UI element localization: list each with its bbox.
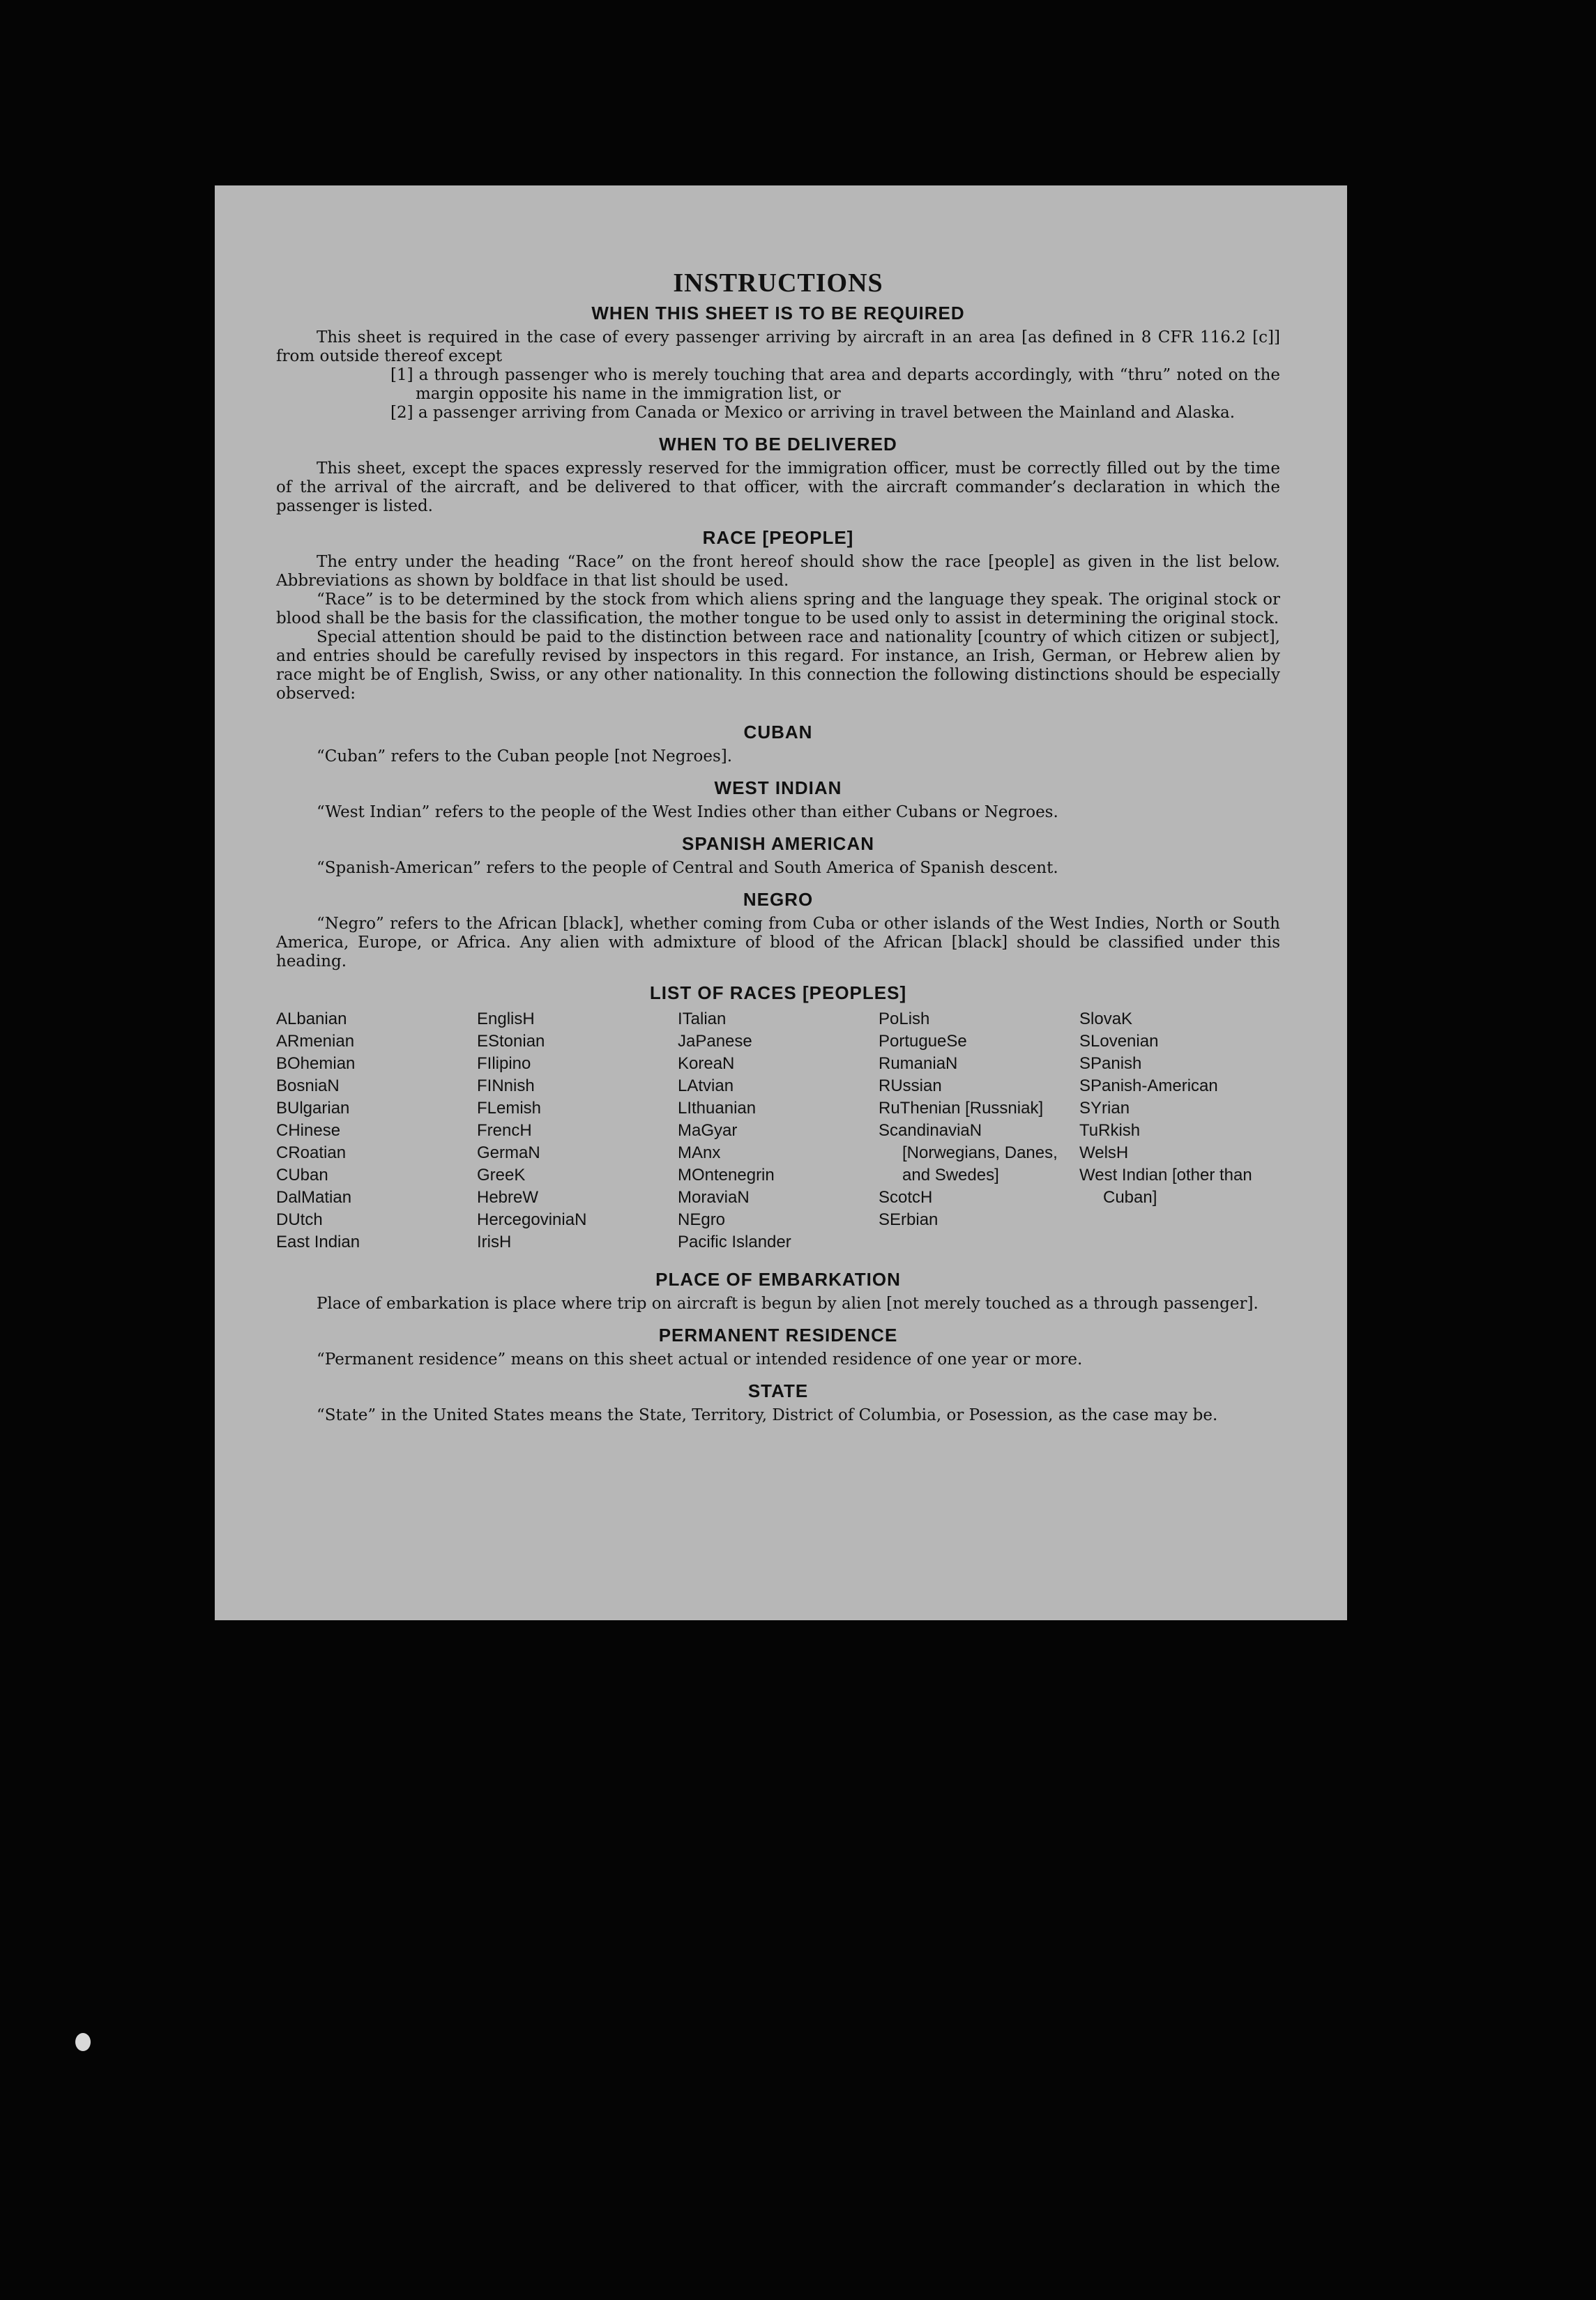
race-entry: MoraviaN xyxy=(678,1188,750,1207)
race-entry: SYrian xyxy=(1079,1099,1130,1118)
race-entry: IrisH xyxy=(477,1233,512,1251)
heading-west-indian: WEST INDIAN xyxy=(714,777,842,798)
paragraph-cuban: “Cuban” refers to the Cuban people [not Negroes]. xyxy=(317,747,733,766)
race-entry: BOhemian xyxy=(276,1054,356,1073)
paragraph-required-intro: This sheet is required in the case of every passenger arriving by aircraft in an area [as defined in 8 CFR 116.2 [c]] from outside thereof except xyxy=(276,328,1280,365)
races-column xyxy=(1079,1008,1280,1254)
heading-race: RACE [PEOPLE] xyxy=(702,527,854,548)
paragraph-delivered: This sheet, except the spaces expressly reserved for the immigration officer, must be correctly filled out by the time of the arrival of the aircraft, and be delivered to that officer, with the aircraft commander’s declaration in which the passenger is listed. xyxy=(276,459,1280,515)
page-title: INSTRUCTIONS xyxy=(673,268,883,298)
race-entry: BUlgarian xyxy=(276,1099,350,1118)
races-list xyxy=(276,1008,1280,1254)
race-entry: NEgro xyxy=(678,1210,726,1229)
paragraph-race-2: “Race” is to be determined by the stock from which aliens spring and the language they speak. The original stock or blood shall be the basis for the classification, the mother tongue to be used only to assist in determining the original stock. xyxy=(276,591,1280,627)
race-entry: GermaN xyxy=(477,1143,540,1162)
race-entry: ITalian xyxy=(678,1010,727,1028)
heading-list-of-races: LIST OF RACES [PEOPLES] xyxy=(649,982,907,1003)
race-entry: RuThenian [Russniak] xyxy=(879,1099,1044,1118)
races-column xyxy=(276,1008,477,1254)
race-entry: FrencH xyxy=(477,1121,532,1140)
race-entry: CUban xyxy=(276,1166,328,1185)
list-item: [1] a through passenger who is merely touching that area and departs accordingly, with “thru” noted on the margin opposite his name in the immigration list, or xyxy=(390,366,1280,403)
races-column xyxy=(879,1008,1079,1254)
paragraph-race-3: Special attention should be paid to the distinction between race and nationality [country of which citizen or subject], and entries should be carefully revised by inspectors in this regard. For instance, an Irish, German, or Hebrew alien by race might be of English, Swiss, or any other nationality. In this connection the following distinctions should be especially observed: xyxy=(276,628,1280,703)
race-entry: WelsH xyxy=(1079,1143,1129,1162)
race-entry: DalMatian xyxy=(276,1188,352,1207)
race-entry: SPanish-American xyxy=(1079,1076,1218,1095)
dust-speck xyxy=(75,2033,91,2051)
race-entry: CHinese xyxy=(276,1121,341,1140)
race-entry: SLovenian xyxy=(1079,1032,1159,1051)
race-entry: GreeK xyxy=(477,1166,526,1185)
race-entry: West Indian [other than Cuban] xyxy=(1079,1166,1252,1207)
race-entry: ScotcH xyxy=(879,1188,933,1207)
race-entry: FLemish xyxy=(477,1099,542,1118)
race-entry: MOntenegrin xyxy=(678,1166,775,1185)
race-entry: PortugueSe xyxy=(879,1032,967,1051)
race-entry: EStonian xyxy=(477,1032,545,1051)
race-entry: SlovaK xyxy=(1079,1010,1133,1028)
race-entry: SErbian xyxy=(879,1210,938,1229)
heading-state: STATE xyxy=(747,1380,809,1401)
race-entry: Pacific Islander xyxy=(678,1233,791,1251)
race-entry: East Indian xyxy=(276,1233,360,1251)
race-entry: MaGyar xyxy=(678,1121,738,1140)
race-entry: FINnish xyxy=(477,1076,535,1095)
race-entry: HercegoviniaN xyxy=(477,1210,587,1229)
race-entry: ALbanian xyxy=(276,1010,347,1028)
races-column xyxy=(678,1008,879,1254)
heading-when-delivered: WHEN TO BE DELIVERED xyxy=(659,434,897,455)
race-entry: FIlipino xyxy=(477,1054,531,1073)
race-entry: EnglisH xyxy=(477,1010,535,1028)
instruction-sheet xyxy=(215,185,1347,1620)
race-entry: LIthuanian xyxy=(678,1099,757,1118)
list-item: [2] a passenger arriving from Canada or Mexico or arriving in travel between the Mainland and Alaska. xyxy=(390,404,1236,422)
race-entry: MAnx xyxy=(678,1143,721,1162)
race-entry: ScandinaviaN [Norwegians, Danes, and Swedes] xyxy=(879,1121,1058,1185)
paragraph-race-1: The entry under the heading “Race” on the front hereof should show the race [people] as given in the list below. Abbreviations as shown by boldface in that list should be used. xyxy=(276,553,1280,590)
heading-cuban: CUBAN xyxy=(743,722,813,742)
race-entry: DUtch xyxy=(276,1210,323,1229)
race-entry: KoreaN xyxy=(678,1054,735,1073)
race-entry: SPanish xyxy=(1079,1054,1142,1073)
paragraph-state: “State” in the United States means the State, Territory, District of Columbia, or Posession, as the case may be. xyxy=(317,1406,1218,1424)
paragraph-embarkation: Place of embarkation is place where trip on aircraft is begun by alien [not merely touched as a through passenger]. xyxy=(317,1295,1259,1313)
race-entry: JaPanese xyxy=(678,1032,752,1051)
paragraph-west-indian: “West Indian” refers to the people of the West Indies other than either Cubans or Negroes. xyxy=(317,803,1058,821)
heading-embarkation: PLACE OF EMBARKATION xyxy=(655,1269,901,1290)
race-entry: RumaniaN xyxy=(879,1054,958,1073)
heading-negro: NEGRO xyxy=(743,889,814,910)
heading-spanish-american: SPANISH AMERICAN xyxy=(681,833,874,854)
heading-when-required: WHEN THIS SHEET IS TO BE REQUIRED xyxy=(591,303,965,323)
heading-permanent-residence: PERMANENT RESIDENCE xyxy=(658,1325,898,1346)
race-entry: CRoatian xyxy=(276,1143,347,1162)
race-entry: BosniaN xyxy=(276,1076,340,1095)
paragraph-spanish-american: “Spanish-American” refers to the people of Central and South America of Spanish descent. xyxy=(317,859,1058,877)
race-entry: LAtvian xyxy=(678,1076,734,1095)
race-entry: HebreW xyxy=(477,1188,539,1207)
race-entry: ARmenian xyxy=(276,1032,355,1051)
paragraph-negro: “Negro” refers to the African [black], whether coming from Cuba or other islands of the West Indies, North or South America, Europe, or Africa. Any alien with admixture of blood of the African [black] should be classified under this heading. xyxy=(276,915,1280,970)
paragraph-permanent-residence: “Permanent residence” means on this sheet actual or intended residence of one year or more. xyxy=(317,1350,1083,1369)
race-entry: TuRkish xyxy=(1079,1121,1141,1140)
race-entry: RUssian xyxy=(879,1076,942,1095)
races-column xyxy=(477,1008,678,1254)
race-entry: PoLish xyxy=(879,1010,930,1028)
